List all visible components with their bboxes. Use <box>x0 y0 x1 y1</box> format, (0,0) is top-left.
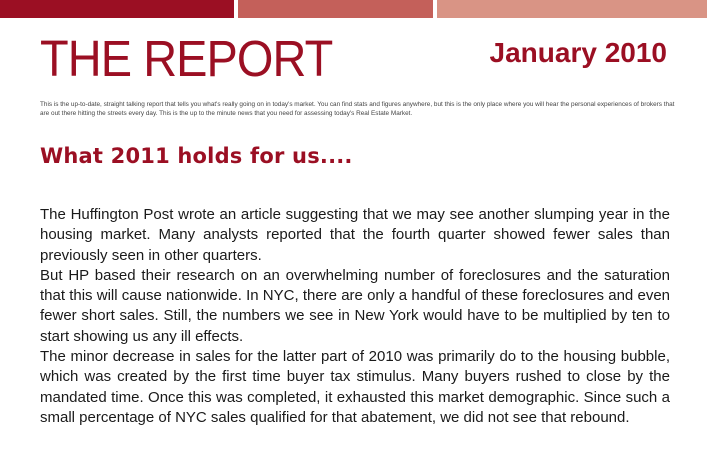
color-bar-dark <box>0 0 234 18</box>
intro-text: This is the up-to-date, straight talking report that tells you what's really going on in today's market. You can find stats and figures anywhere, but this is the only place where you will hear the personal experiences of brokers that are out there hitting the streets every day. This is the up to the minute news that you need for assessing today's Real Estate Market. <box>40 101 675 117</box>
article-body <box>40 205 670 428</box>
report-title: THE REPORT <box>40 30 333 87</box>
article-paragraph: The minor decrease in sales for the latter part of 2010 was primarily do to the housing bubble, which was created by the first time buyer tax stimulus. Many buyers rushed to close by the mandated time. Once this was completed, it exhausted this market demographic. Since such a small percentage of NYC sales qualified for that abatement, we did not see that rebound. <box>40 348 670 426</box>
report-date: January 2010 <box>489 37 667 68</box>
header-color-bars <box>0 0 707 18</box>
color-bar-mid <box>238 0 433 18</box>
article-paragraph: The Huffington Post wrote an article suggesting that we may see another slumping year in the housing market. Many analysts reported that the fourth quarter showed fewer sales than previously seen in other quarters. <box>40 206 670 264</box>
article-heading: What 2011 holds for us.... <box>40 144 353 168</box>
article-paragraph: But HP based their research on an overwhelming number of foreclosures and the saturation that this will cause nationwide. In NYC, there are only a handful of these foreclosures and even fewer short sales. Still, the numbers we see in New York would have to be multiplied by ten to start showing us any ill effects. <box>40 266 670 345</box>
color-bar-light <box>437 0 707 18</box>
